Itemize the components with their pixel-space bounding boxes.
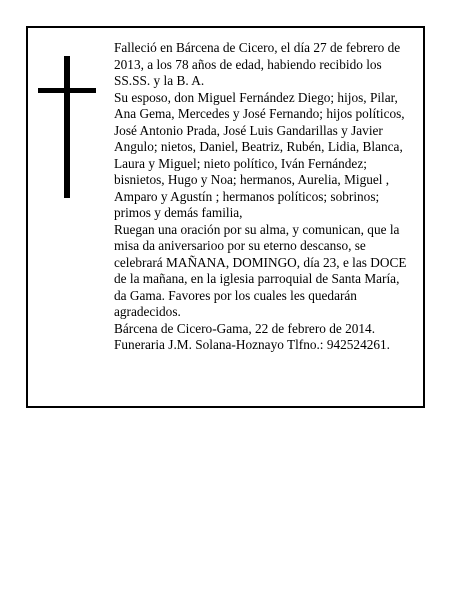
funeral-home: Funeraria J.M. Solana-Hoznayo Tlfno.: 942524261.	[114, 337, 390, 352]
family-list: Su esposo, don Miguel Fernández Diego; hijos, Pilar, Ana Gema, Mercedes y José Fernando; hijos políticos, José Antonio Prada, José Luis Gandarillas y Javier Angulo; nietos, Daniel, Beatriz, Rubén, Lidia, Blanca, Laura y Miguel; nieto político, Iván Fernández; bisnietos, Hugo y Noa; hermanos, Aurelia, Miguel , Amparo y Agustín ; hermanos políticos; sobrinos; primos y demás familia,	[114, 89, 405, 220]
latin-cross-icon	[38, 56, 96, 198]
place-and-date: Bárcena de Cicero-Gama, 22 de febrero de 2014.	[114, 320, 376, 336]
mass-invitation: Ruegan una oración por su alma, y comunican, que la misa da aniversarioo por su eterno descanso, se celebrará MAÑANA, DOMINGO, día 23, e las DOCE de la mañana, en la iglesia parroquial de Santa María, da Gama. Favores por los cuales les quedarán agradecidos.	[114, 221, 407, 319]
cross-horizontal-bar	[38, 88, 96, 93]
obituary-text	[114, 40, 414, 354]
death-announcement: Falleció en Bárcena de Cicero, el día 27 de febrero de 2013, a los 78 años de edad, habiendo recibido los SS.SS. y la B. A.	[114, 40, 401, 88]
cross-vertical-bar	[64, 56, 70, 198]
obituary-notice	[26, 26, 425, 408]
